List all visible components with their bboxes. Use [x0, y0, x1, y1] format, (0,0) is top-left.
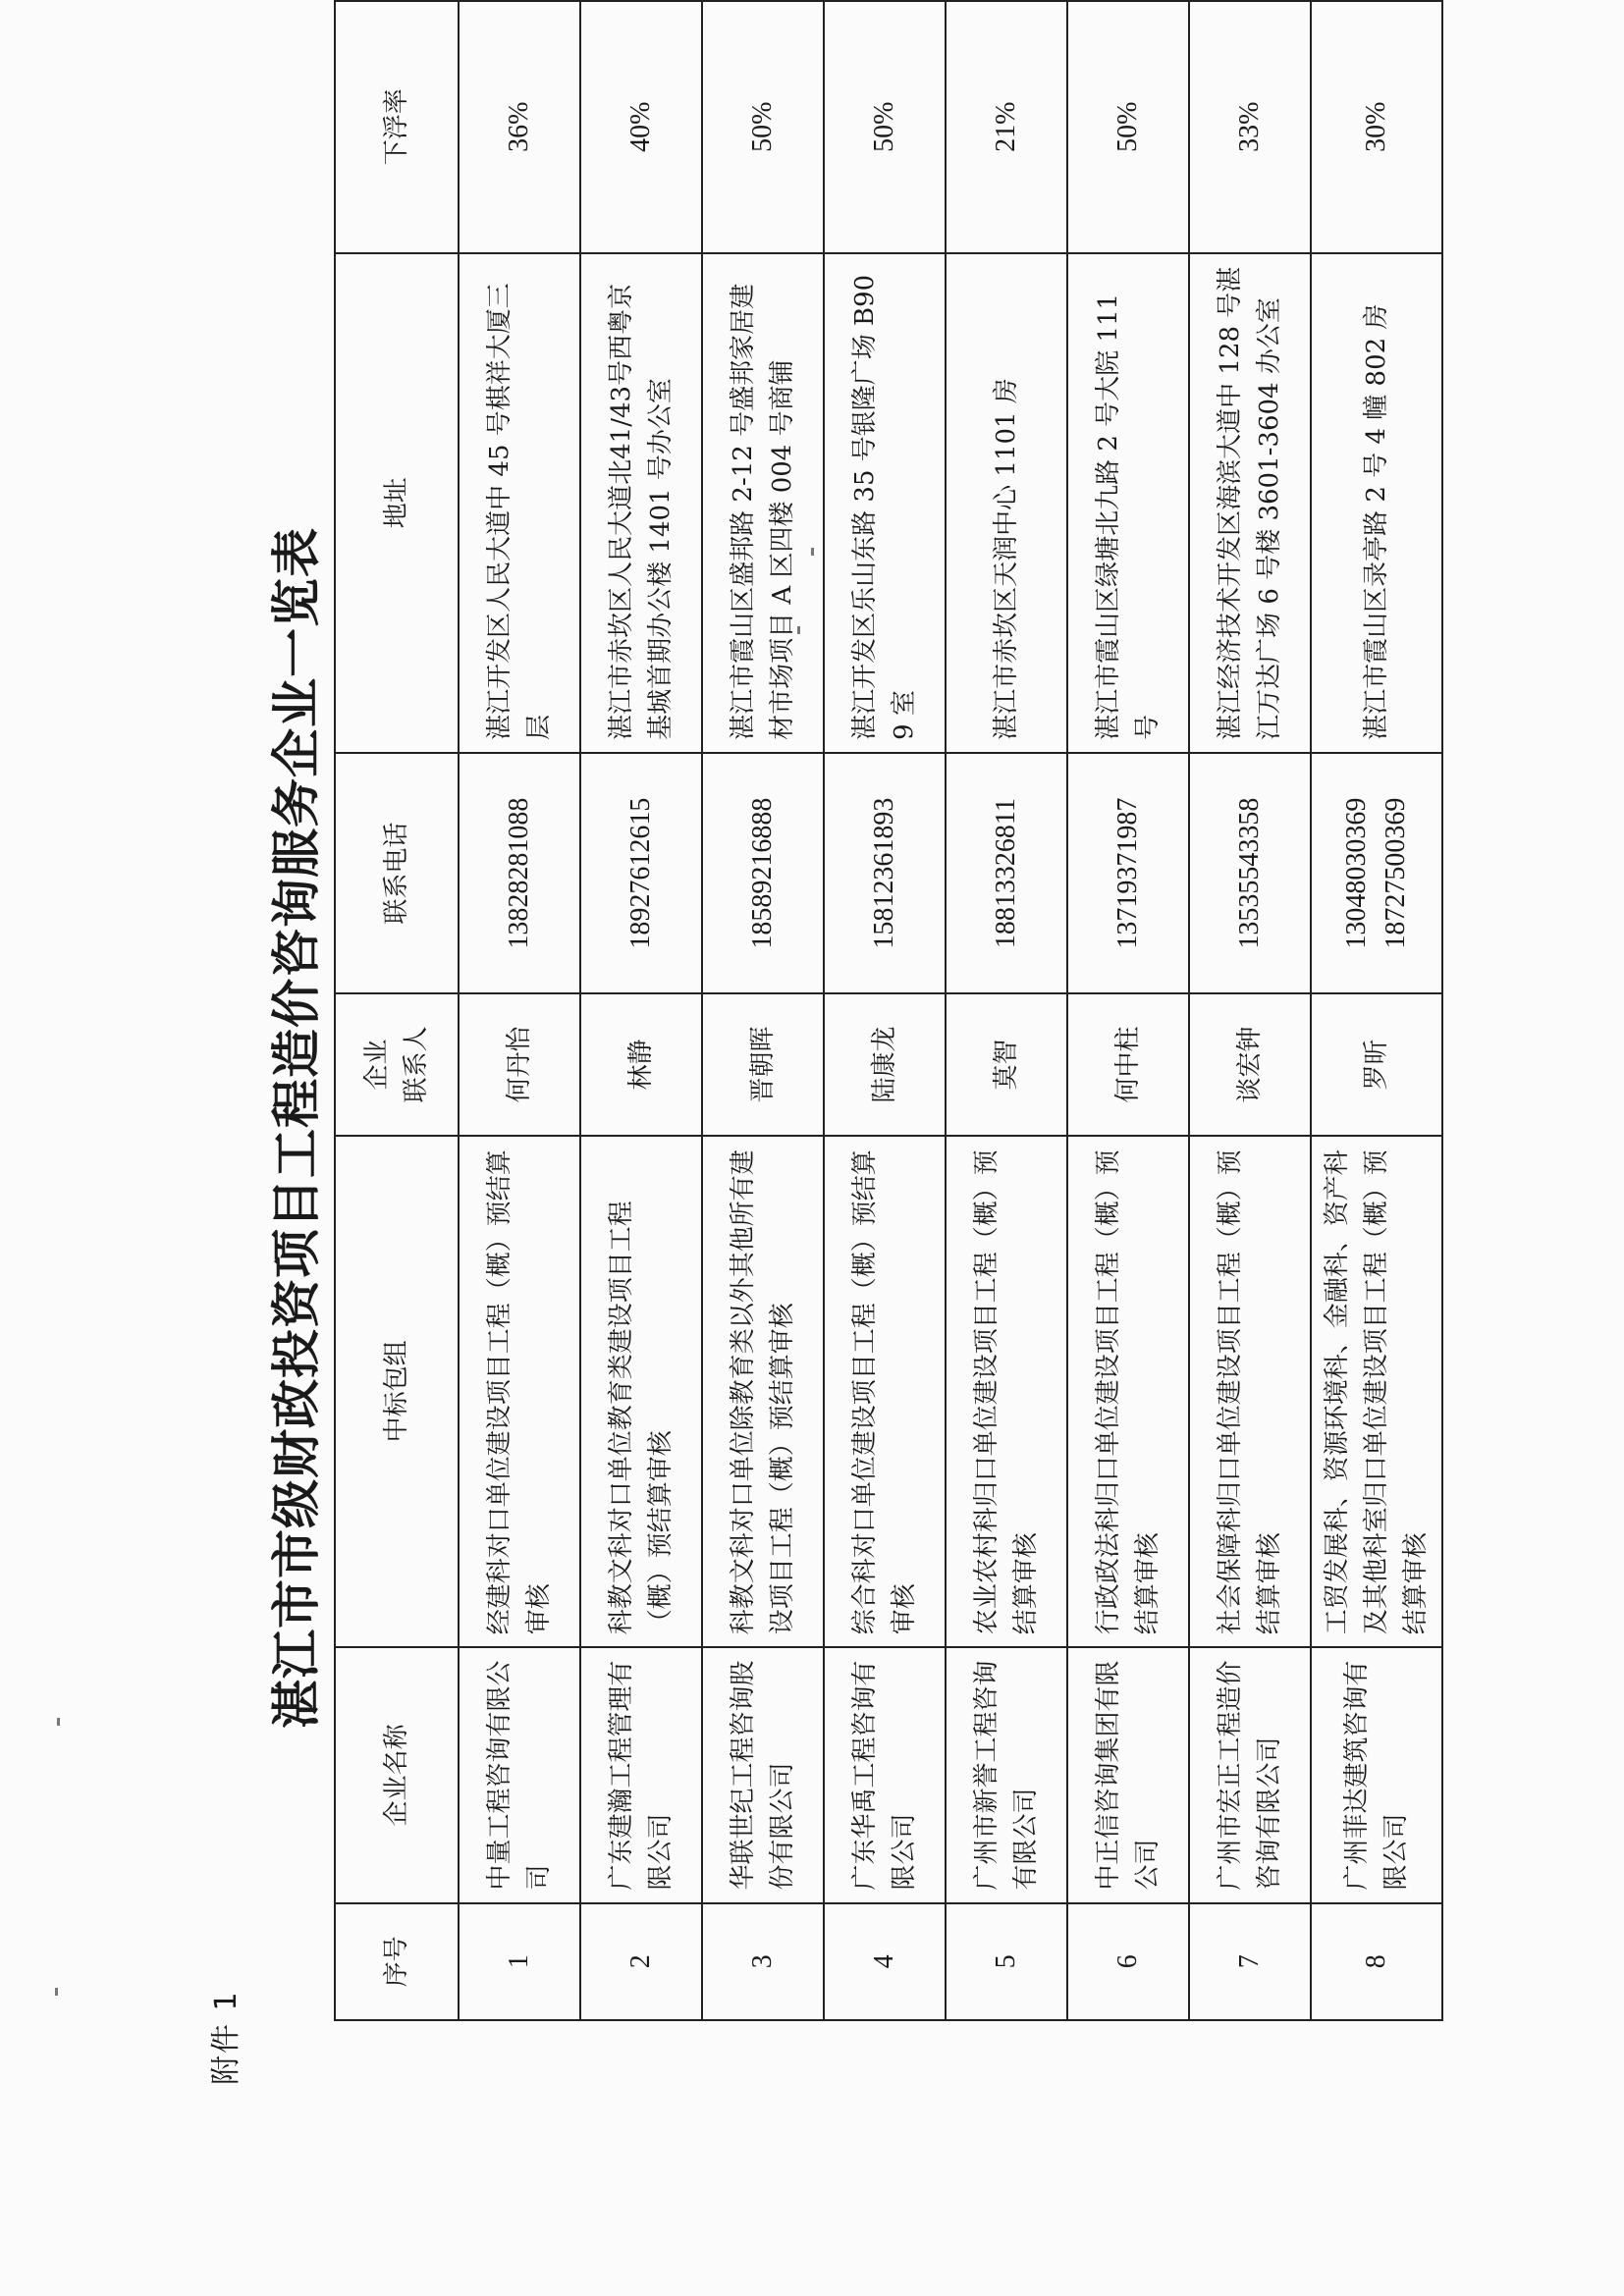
cell-phone	[824, 753, 946, 993]
cell-no: 3	[702, 1903, 824, 2020]
document-title: 湛江市市级财政投资项目工程造价咨询服务企业一览表	[267, 527, 325, 1729]
phone-number: 15812361893	[869, 797, 899, 949]
cell-company: 广东建瀚工程管理有限公司	[580, 1647, 702, 1902]
cell-no: 6	[1067, 1903, 1189, 2020]
cell-address: 湛江经济技术开发区海滨大道中 128 号湛江万达广场 6 号楼 3601-3604 办公室	[1189, 253, 1311, 753]
table-row	[1311, 1, 1442, 2020]
cell-rate: 50%	[702, 1, 824, 253]
cell-contact: 何中柱	[1067, 993, 1189, 1135]
cell-phone	[1311, 753, 1442, 993]
header-no: 序号	[335, 1903, 459, 2020]
header-package: 中标包组	[335, 1136, 459, 1648]
cell-contact: 何丹怡	[459, 993, 580, 1135]
cell-package: 科教文科对口单位教育类建设项目工程（概）预结算审核	[580, 1136, 702, 1648]
cell-phone	[1067, 753, 1189, 993]
phone-number: 13828281088	[504, 797, 534, 949]
phone-number: 18927612615	[625, 797, 656, 949]
cell-contact: 陆康龙	[824, 993, 946, 1135]
cell-phone	[580, 753, 702, 993]
table-row	[1067, 1, 1189, 2020]
cell-address: 湛江市赤坎区天润中心 1101 房	[946, 253, 1067, 753]
cell-contact: 莫智	[946, 993, 1067, 1135]
cell-phone	[1189, 753, 1311, 993]
phone-number: 18727500369	[1380, 797, 1411, 949]
cell-rate: 40%	[580, 1, 702, 253]
table-row	[824, 1, 946, 2020]
header-phone: 联系电话	[335, 753, 459, 993]
cell-package: 科教文科对口单位除教育类以外其他所有建设项目工程（概）预结算审核	[702, 1136, 824, 1648]
cell-company: 华联世纪工程咨询股份有限公司	[702, 1647, 824, 1902]
table-row	[1189, 1, 1311, 2020]
phone-number: 18589216888	[747, 797, 778, 949]
cell-company: 广州菲达建筑咨询有限公司	[1311, 1647, 1442, 1902]
cell-company: 广东华禹工程咨询有限公司	[824, 1647, 946, 1902]
cell-no: 2	[580, 1903, 702, 2020]
header-contact-line1: 企业	[362, 1039, 392, 1091]
cell-package: 行政政法科归口单位建设项目工程（概）预结算审核	[1067, 1136, 1189, 1648]
cell-no: 8	[1311, 1903, 1442, 2020]
cell-phone	[946, 753, 1067, 993]
header-rate: 下浮率	[335, 1, 459, 253]
cell-rate: 50%	[1067, 1, 1189, 253]
cell-rate: 21%	[946, 1, 1067, 253]
scan-speck	[55, 1988, 58, 1996]
header-address: 地址	[335, 253, 459, 753]
cell-phone	[702, 753, 824, 993]
cell-address: 湛江市霞山区绿塘北九路 2 号大院 111 号	[1067, 253, 1189, 753]
cell-package: 社会保障科归口单位建设项目工程（概）预结算审核	[1189, 1136, 1311, 1648]
cell-contact: 林静	[580, 993, 702, 1135]
table-row	[459, 1, 580, 2020]
table-row	[946, 1, 1067, 2020]
scan-speck	[797, 626, 800, 634]
cell-no: 7	[1189, 1903, 1311, 2020]
cell-company: 中正信咨询集团有限公司	[1067, 1647, 1189, 1902]
phone-number: 18813326811	[991, 798, 1021, 949]
table-header-row	[335, 1, 459, 2020]
scan-speck	[57, 1718, 60, 1726]
cell-company: 中量工程咨询有限公司	[459, 1647, 580, 1902]
scan-speck	[811, 548, 814, 556]
cell-address: 湛江市霞山区录亭路 2 号 4 幢 802 房	[1311, 253, 1442, 753]
cell-rate: 36%	[459, 1, 580, 253]
cell-package: 农业农村科归口单位建设项目工程（概）预结算审核	[946, 1136, 1067, 1648]
header-contact-line2: 联系人	[402, 1026, 431, 1103]
phone-number: 13535543358	[1234, 797, 1265, 949]
cell-address: 湛江开发区人民大道中 45 号棋祥大厦三层	[459, 253, 580, 753]
cell-rate: 33%	[1189, 1, 1311, 253]
company-table	[334, 0, 1443, 2021]
cell-contact: 谈宏钟	[1189, 993, 1311, 1135]
cell-company: 广州市宏正工程造价咨询有限公司	[1189, 1647, 1311, 1902]
cell-no: 4	[824, 1903, 946, 2020]
phone-number: 13719371987	[1112, 797, 1143, 949]
cell-contact: 罗昕	[1311, 993, 1442, 1135]
cell-rate: 50%	[824, 1, 946, 253]
cell-package: 综合科对口单位建设项目工程（概）预结算审核	[824, 1136, 946, 1648]
phone-number: 13048030369	[1341, 797, 1372, 949]
cell-rate: 30%	[1311, 1, 1442, 253]
table-row	[702, 1, 824, 2020]
cell-package: 工贸发展科、资源环境科、金融科、资产科及其他科室归口单位建设项目工程（概）预结算审核	[1311, 1136, 1442, 1648]
header-company: 企业名称	[335, 1647, 459, 1902]
cell-company: 广州市新誉工程咨询有限公司	[946, 1647, 1067, 1902]
cell-address: 湛江市霞山区盛邦路 2-12 号盛邦家居建材市场项目 A 区四楼 004 号商铺	[702, 253, 824, 753]
cell-contact: 晋朝晖	[702, 993, 824, 1135]
header-contact	[335, 993, 459, 1135]
cell-address: 湛江开发区乐山东路 35 号银隆广场 B909 室	[824, 253, 946, 753]
cell-package: 经建科对口单位建设项目工程（概）预结算审核	[459, 1136, 580, 1648]
cell-no: 5	[946, 1903, 1067, 2020]
table-row	[580, 1, 702, 2020]
cell-phone	[459, 753, 580, 993]
cell-no: 1	[459, 1903, 580, 2020]
cell-address: 湛江市赤坎区人民大道北41/43号西粤京基城首期办公楼 1401 号办公室	[580, 253, 702, 753]
attachment-label: 附件 1	[209, 1990, 244, 2085]
